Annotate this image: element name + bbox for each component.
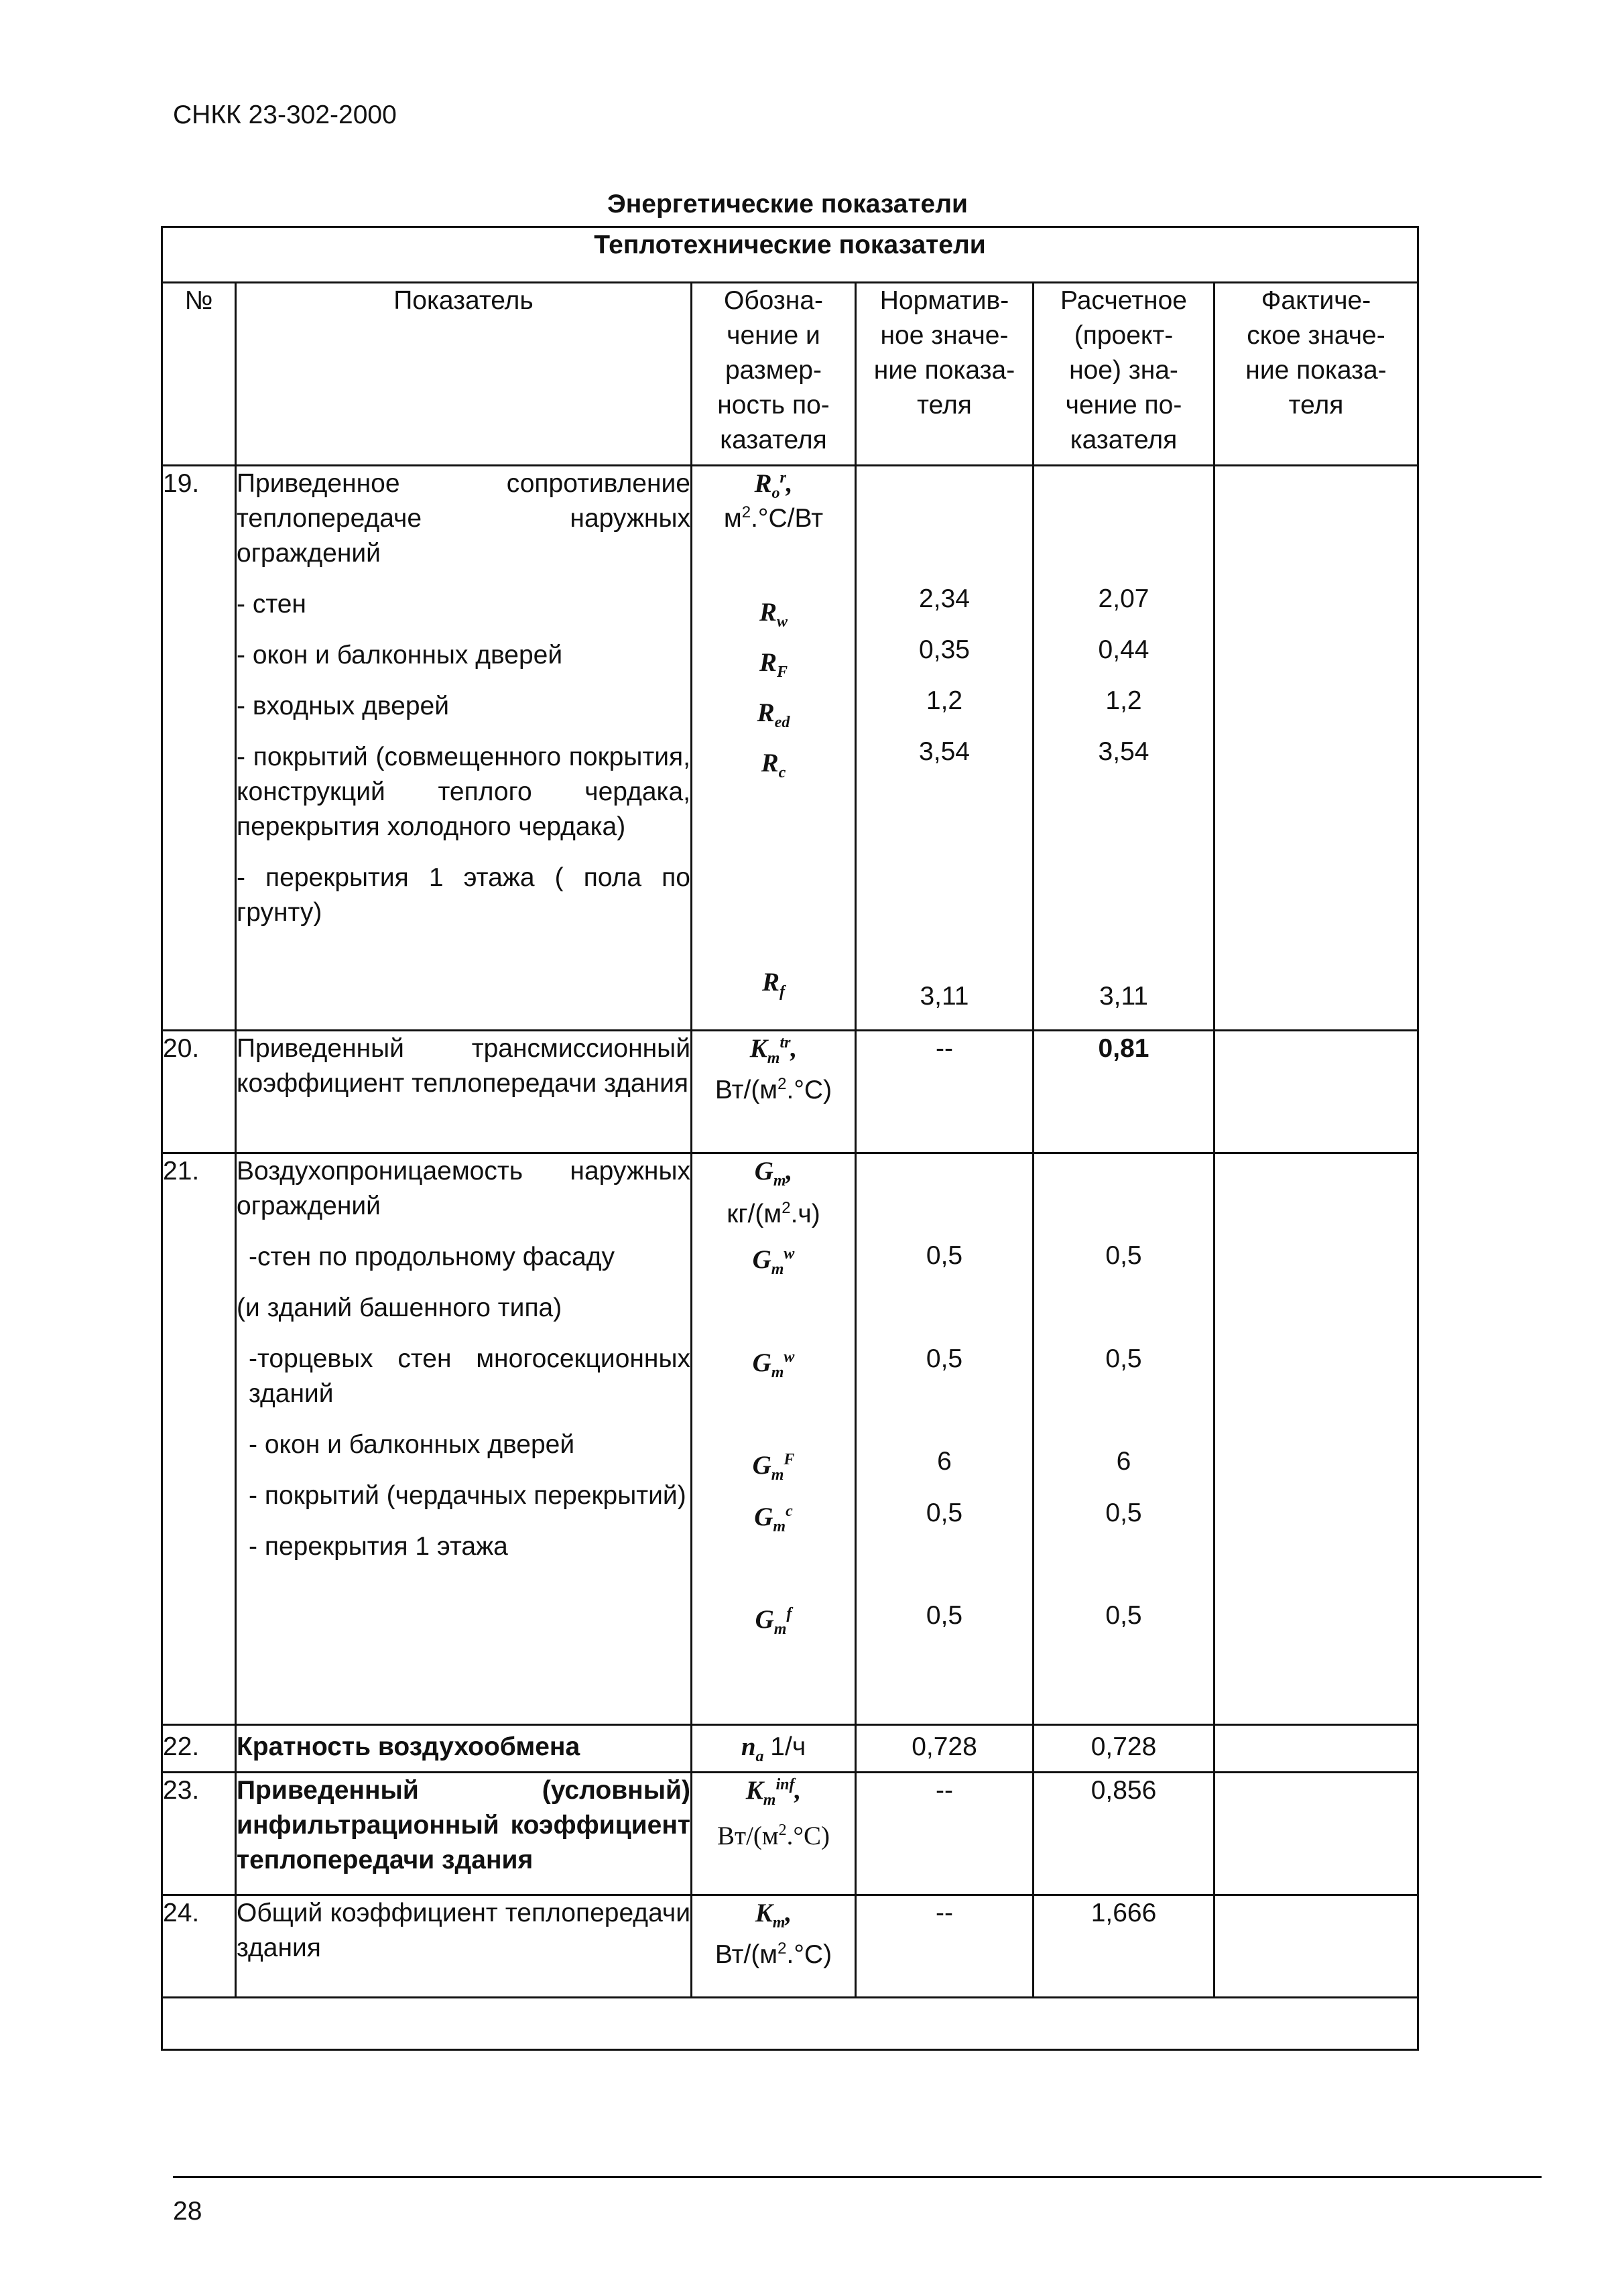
unit-label: $Вт/(м^2.^\circ С)$ (714, 1075, 832, 1104)
table-row (162, 1895, 1418, 1998)
list-item: - окон и балконных дверей (249, 1430, 575, 1459)
norm-value: 2,34 (919, 584, 970, 613)
unit-label: $Вт/(м^2.^\circ С)$ (717, 1822, 830, 1850)
table-row (162, 1153, 1418, 1725)
col-header-actual-l2: ское значе- (1247, 321, 1385, 350)
col-header-normative-l4: теля (917, 391, 972, 420)
col-header-designation-l3: размер- (725, 356, 822, 385)
row-number: 22. (162, 1725, 236, 1773)
norm-value: 1,2 (926, 686, 963, 715)
row-indicator: Кратность воздухообмена (236, 1725, 692, 1773)
symbol-red: $R_{ed}$ (757, 698, 790, 731)
list-item: - окон и балконных дверей (237, 641, 563, 669)
row-symbol (692, 1895, 856, 1998)
table-row (162, 1031, 1418, 1153)
calc-value: 0,81 (1034, 1031, 1214, 1153)
section-title: Теплотехнические показатели (162, 227, 1418, 283)
symbol-km-inf: $K_m^{inf}$, (745, 1776, 802, 1809)
row-indicator: Приведенный трансмиссионный коэффициент теплопередачи здания (236, 1031, 692, 1153)
row-symbol (692, 1153, 856, 1725)
calc-value: 1,2 (1105, 686, 1142, 715)
row-indicator (236, 1153, 692, 1725)
col-header-calculated-l4: чение по- (1065, 391, 1182, 420)
symbol-gm-floor: $G_m^f$ (755, 1605, 792, 1638)
page-number: 28 (173, 2197, 202, 2226)
col-header-designation-l2: чение и (727, 321, 820, 350)
row-actual (1214, 1031, 1418, 1153)
row-normative (856, 466, 1034, 1031)
calc-value: 0,5 (1105, 1241, 1142, 1270)
row-number: 23. (162, 1773, 236, 1895)
row-indicator (236, 466, 692, 1031)
col-header-designation-l1: Обозна- (723, 286, 824, 315)
unit-label: $кг/(м^2.ч)$ (727, 1199, 820, 1228)
section-row (162, 227, 1418, 283)
list-item: - перекрытия 1 этажа (249, 1532, 508, 1561)
symbol-gm-w: $G_m^w$ (752, 1245, 795, 1278)
header-row (162, 283, 1418, 466)
table-row-empty (162, 1998, 1418, 2050)
calc-value: 0,856 (1034, 1773, 1214, 1895)
calc-value: 3,11 (1099, 982, 1148, 1011)
norm-value: 0,728 (856, 1725, 1034, 1773)
symbol-rf: $R_F$ (759, 648, 788, 681)
symbol-km-tr: $K_m^{tr}$, (749, 1034, 798, 1067)
col-header-designation (692, 283, 856, 466)
row-indicator: Общий коэффициент теплопередачи здания (236, 1895, 692, 1998)
col-header-indicator: Показатель (236, 283, 692, 466)
col-header-calculated-l5: казателя (1070, 426, 1178, 454)
norm-value: 6 (937, 1447, 952, 1476)
symbol-gm: $G_m$, (754, 1157, 793, 1190)
col-header-normative (856, 283, 1034, 466)
row-normative (856, 1153, 1034, 1725)
row-number: 19. (162, 466, 236, 1031)
norm-value: -- (856, 1895, 1034, 1998)
norm-value: -- (856, 1031, 1034, 1153)
norm-value: 0,5 (926, 1498, 963, 1527)
col-header-calculated (1034, 283, 1214, 466)
col-header-designation-l5: казателя (720, 426, 827, 454)
row-symbol (692, 466, 856, 1031)
unit-label: $Вт/(м^2.^\circ С)$ (714, 1939, 832, 1969)
list-item: - покрытий (совмещенного покрытия, конструкций теплого чердака, перекрытия холодного чердака) (237, 743, 690, 841)
calc-value: 1,666 (1034, 1895, 1214, 1998)
row-number: 21. (162, 1153, 236, 1725)
row-title: Воздухопроницаемость наружных ограждений (237, 1157, 690, 1220)
list-item: - перекрытия 1 этажа ( пола по грунту) (237, 863, 690, 927)
calc-value: 6 (1116, 1447, 1131, 1476)
col-header-actual-l4: теля (1288, 391, 1344, 420)
calc-value: 0,5 (1105, 1498, 1142, 1527)
symbol-ro: $R_o^r$, (754, 469, 793, 502)
col-header-number: № (162, 283, 236, 466)
footer-divider (173, 2176, 1542, 2178)
symbol-gm-w2: $G_m^w$ (752, 1348, 795, 1381)
col-header-normative-l2: ное значе- (880, 321, 1009, 350)
col-header-actual-l1: Фактиче- (1261, 286, 1371, 315)
calc-value: 0,5 (1105, 1601, 1142, 1630)
document-code: СНКК 23-302-2000 (173, 101, 397, 129)
table-row (162, 1773, 1418, 1895)
col-header-normative-l1: Норматив- (879, 286, 1009, 315)
row-actual (1214, 1773, 1418, 1895)
energy-indicators-table (161, 226, 1419, 2051)
page-title: Энергетические показатели (607, 190, 968, 218)
row-actual (1214, 1725, 1418, 1773)
col-header-calculated-l3: ное) зна- (1069, 356, 1178, 385)
list-item: -стен по продольному фасаду (249, 1242, 615, 1271)
calc-value: 0,728 (1034, 1725, 1214, 1773)
row-symbol: $n_a$ 1/ч (692, 1725, 856, 1773)
unit-label: 1/ч (770, 1732, 806, 1761)
col-header-calculated-l1: Расчетное (1060, 286, 1187, 315)
empty-cell (162, 1998, 1418, 2050)
table-row (162, 1725, 1418, 1773)
col-header-actual-l3: ние показа- (1245, 356, 1387, 385)
unit-label: $м^2.^\circ С/Вт$ (723, 503, 824, 533)
symbol-rc: $R_c$ (761, 749, 786, 781)
norm-value: 0,5 (926, 1241, 963, 1270)
row-symbol (692, 1031, 856, 1153)
row-indicator: Приведенный (условный) инфильтрационный коэффициент теплопередачи здания (236, 1773, 692, 1895)
list-item: - покрытий (чердачных перекрытий) (249, 1481, 686, 1510)
col-header-calculated-l2: (проект- (1074, 321, 1174, 350)
calc-value: 0,44 (1098, 635, 1149, 664)
col-header-normative-l3: ние показа- (873, 356, 1015, 385)
norm-value: 0,5 (926, 1601, 963, 1630)
col-header-designation-l4: ность по- (717, 391, 830, 420)
calc-value: 0,5 (1105, 1344, 1142, 1373)
row-number: 20. (162, 1031, 236, 1153)
list-item: - входных дверей (237, 692, 449, 720)
row-actual (1214, 1895, 1418, 1998)
row-symbol (692, 1773, 856, 1895)
norm-value: 3,11 (920, 982, 969, 1011)
row-calculated (1034, 466, 1214, 1031)
row-number: 24. (162, 1895, 236, 1998)
symbol-gm-f: $G_m^F$ (752, 1451, 795, 1484)
list-item: - стен (237, 590, 306, 619)
norm-value: -- (856, 1773, 1034, 1895)
row-actual (1214, 466, 1418, 1031)
row-actual (1214, 1153, 1418, 1725)
symbol-gm-c: $G_m^c$ (754, 1503, 793, 1535)
norm-value: 3,54 (919, 737, 970, 766)
symbol-km: $K_m$, (755, 1899, 792, 1931)
row-title: Приведенное сопротивление теплопередаче наружных ограждений (237, 469, 690, 568)
list-item: -торцевых стен многосекционных зданий (249, 1344, 690, 1408)
calc-value: 3,54 (1098, 737, 1149, 766)
col-header-actual (1214, 283, 1418, 466)
row-calculated (1034, 1153, 1214, 1725)
table-row (162, 466, 1418, 1031)
symbol-rf-floor: $R_f$ (761, 968, 785, 1001)
calc-value: 2,07 (1098, 584, 1149, 613)
list-item: (и зданий башенного типа) (237, 1293, 562, 1322)
symbol-rw: $R_w$ (759, 598, 788, 631)
norm-value: 0,35 (919, 635, 970, 664)
norm-value: 0,5 (926, 1344, 963, 1373)
